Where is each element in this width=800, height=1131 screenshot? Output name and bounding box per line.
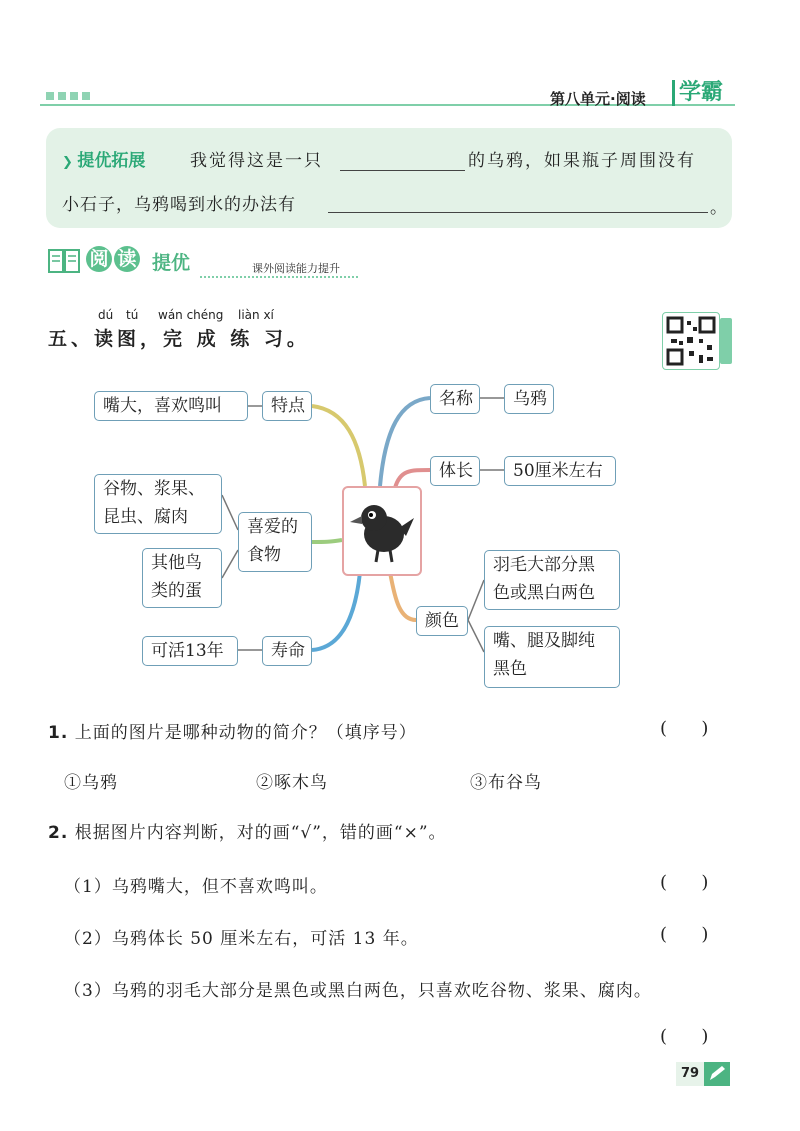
q2-item-2: （2）乌鸦体长 50 厘米左右，可活 13 年。 [64, 929, 419, 949]
q2-item-3-answer[interactable]: ( ) [660, 1026, 709, 1047]
q1-option-1[interactable]: ①乌鸦 [64, 773, 118, 793]
food-value1-node: 谷物、浆果、昆虫、腐肉 [94, 474, 222, 534]
food-label-node: 喜爱的食物 [238, 512, 312, 572]
extension-end-mark: 。 [710, 198, 727, 218]
q2-item-3: （3）乌鸦的羽毛大部分是黑色或黑白两色，只喜欢吃谷物、浆果、腐肉。 [64, 981, 652, 1001]
extension-label: ❯ 提优拓展 [62, 151, 146, 171]
crow-icon [344, 488, 420, 574]
section-read-badge [86, 246, 142, 272]
q1-number: 1. [48, 723, 69, 743]
life-value-node: 可活13年 [142, 636, 238, 666]
page-number: 79 [676, 1062, 704, 1086]
q1-answer-paren[interactable]: ( ) [660, 718, 709, 739]
color-label-node: 颜色 [416, 606, 468, 636]
q2-number: 2. [48, 823, 69, 843]
q1-text: 1. 上面的图片是哪种动物的简介？（填序号） [48, 723, 417, 743]
read-char-2: 读 [114, 246, 140, 272]
name-value-node: 乌鸦 [504, 384, 554, 414]
answer-blank-2[interactable] [328, 212, 708, 213]
extension-line1-end: 的乌鸦，如果瓶子周围没有 [468, 151, 696, 171]
pencil-icon [704, 1062, 730, 1086]
color-value1-node: 羽毛大部分黑色或黑白两色 [484, 550, 620, 610]
q2-text: 2. 根据图片内容判断，对的画“√”，错的画“×”。 [48, 823, 447, 843]
book-icon [48, 248, 80, 274]
qr-code-icon[interactable] [662, 312, 720, 370]
section-title: 提优 [152, 252, 191, 274]
length-label-node: 体长 [430, 456, 480, 486]
section-subtitle: 课外阅读能力提升 [252, 262, 340, 275]
life-label-node: 寿命 [262, 636, 312, 666]
q2-item-1: （1）乌鸦嘴大，但不喜欢鸣叫。 [64, 877, 328, 897]
section-dashed-line [200, 276, 358, 278]
center-crow-frame [342, 486, 422, 576]
length-value-node: 50厘米左右 [504, 456, 616, 486]
features-value-node: 嘴大，喜欢鸣叫 [94, 391, 248, 421]
q1-option-3[interactable]: ③布谷鸟 [470, 773, 542, 793]
extension-line2: 小石子，乌鸦喝到水的办法有 [62, 195, 296, 215]
q2-item-2-answer[interactable]: ( ) [660, 924, 709, 945]
question5-title: 五、读图，完 成 练 习。 [48, 328, 310, 350]
brand-logo: 学霸 [672, 80, 723, 106]
pinyin-wancheng: wán chéng [158, 308, 224, 322]
q1-option-2[interactable]: ②啄木鸟 [256, 773, 328, 793]
pinyin-tu: tú [126, 308, 139, 322]
double-chevron-icon: ❯ [62, 155, 78, 170]
answer-blank-1[interactable] [340, 170, 465, 171]
pinyin-lianxi: liàn xí [238, 308, 274, 322]
unit-title: 第八单元·阅读 [550, 90, 646, 108]
qr-side-tab [720, 318, 732, 364]
features-label-node: 特点 [262, 391, 312, 421]
name-label-node: 名称 [430, 384, 480, 414]
q2-item-1-answer[interactable]: ( ) [660, 872, 709, 893]
read-char-1: 阅 [86, 246, 112, 272]
extension-line1-start: 我觉得这是一只 [190, 151, 323, 171]
pinyin-du: dú [98, 308, 114, 322]
food-value2-node: 其他鸟类的蛋 [142, 548, 222, 608]
color-value2-node: 嘴、腿及脚纯黑色 [484, 626, 620, 688]
header-decoration [46, 92, 90, 100]
